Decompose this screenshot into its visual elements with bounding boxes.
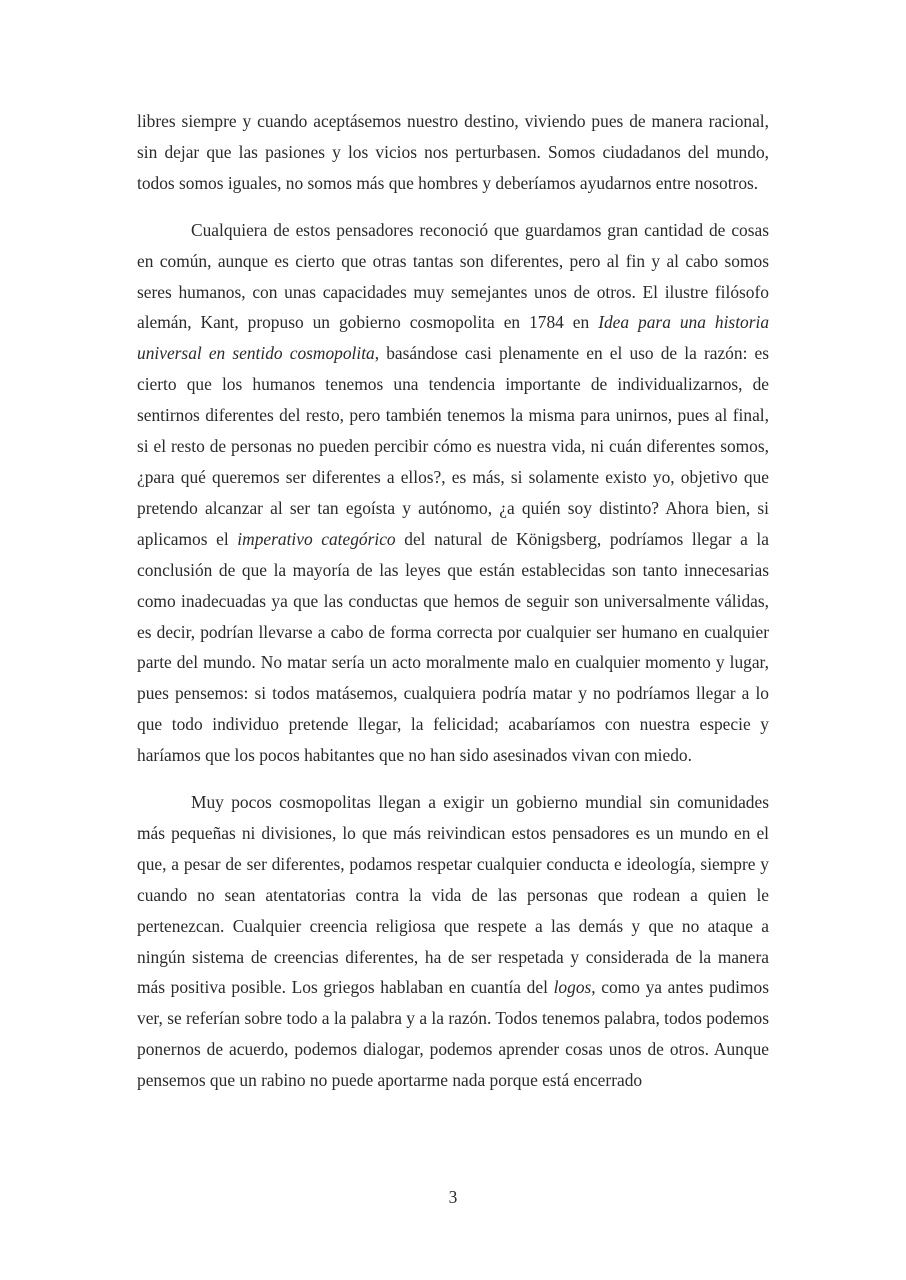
paragraph-3-text-a: Muy pocos cosmopolitas llegan a exigir un gobierno mundial sin comunidades más pequeñas ni divisiones, lo que más reivindican estos pensadores es un mundo en el que, a pesar de ser diferentes, podamos respetar cualquier conducta e ideología, siempre y cuando no sean atentatorias contra la vida de las personas que rodean a quien le pertenezcan. Cualquier creencia religiosa que respete a las demás y que no ataque a ningún sistema de creencias diferentes, ha de ser respetada y considerada de la manera más positiva posible. Los griegos hablaban en cuantía del	[137, 792, 769, 998]
paragraph-3	[137, 787, 769, 1096]
page-number: 3	[448, 1187, 458, 1207]
paragraph-3-text-b: , como ya antes pudimos ver, se referían sobre todo a la palabra y a la razón. Todos tenemos palabra, todos podemos ponernos de acuerdo, podemos dialogar, podemos aprender cosas unos de otros. Aunque pensemos que un rabino no puede aportarme nada porque está encerrado	[137, 977, 769, 1091]
paragraph-2	[137, 215, 769, 771]
body-text	[137, 106, 769, 1112]
paragraph-1	[137, 106, 769, 199]
paragraph-1-text: libres siempre y cuando aceptásemos nuestro destino, viviendo pues de manera racional, sin dejar que las pasiones y los vicios nos perturbasen. Somos ciudadanos del mundo, todos somos iguales, no somos más que hombres y deberíamos ayudarnos entre nosotros.	[137, 111, 769, 193]
paragraph-2-text-a: Cualquiera de estos pensadores reconoció que guardamos gran cantidad de cosas en común, aunque es cierto que otras tantas son diferentes, pero al fin y al cabo somos seres humanos, con unas capacidades muy semejantes unos de otros. El ilustre filósofo alemán, Kant, propuso un gobierno cosmopolita en 1784 en	[137, 219, 769, 333]
paragraph-2-text-c: del natural de Königsberg, podríamos llegar a la conclusión de que la mayoría de las leyes que están establecidas son tanto innecesarias como inadecuadas ya que las conductas que hemos de seguir son universalmente válidas, es decir, podrían llevarse a cabo de forma correcta por cualquier ser humano en cualquier parte del mundo. No matar sería un acto moralmente malo en cualquier momento y lugar, pues pensemos: si todos matásemos, cualquiera podría matar y no podríamos llegar a lo que todo individuo pretende llegar, la felicidad; acabaríamos con nuestra especie y haríamos que los pocos habitantes que no han sido asesinados vivan con miedo.	[137, 528, 769, 766]
logos-italic: logos	[553, 977, 592, 998]
paragraph-2-text-b: , basándose casi plenamente en el uso de la razón: es cierto que los humanos tenemos una tendencia importante de individualizarnos, de sentirnos diferentes del resto, pero también tenemos la misma para unirnos, pues al final, si el resto de personas no pueden percibir cómo es nuestra vida, ni cuán diferentes somos, ¿para qué queremos ser diferentes a ellos?, es más, si solamente existo yo, objetivo que pretendo alcanzar al ser tan egoísta y autónomo, ¿a quién soy distinto? Ahora bien, si aplicamos el	[137, 343, 770, 549]
categorical-imperative-italic: imperativo categórico	[237, 528, 396, 549]
book-title-italic: Idea para una historia universal en sentido cosmopolita	[137, 312, 770, 364]
